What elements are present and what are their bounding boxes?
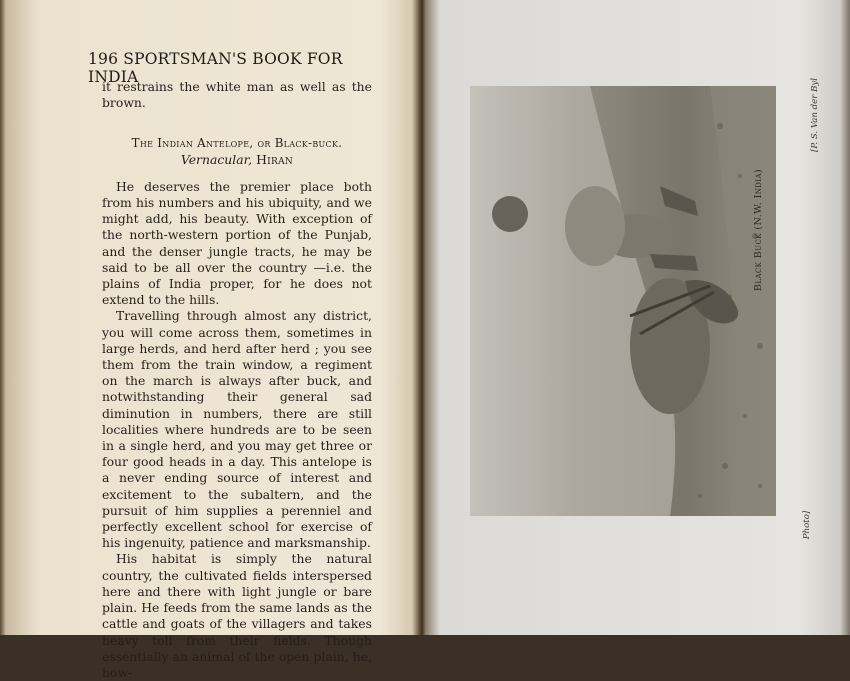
section-title: The Indian Antelope, or Black-buck.	[131, 136, 343, 151]
paragraph: He deserves the premier place both from his numbers and his ubiquity, and we might add, his beauty. With exception of the north-western portion of the Punjab, and the denser jungle tracts, he may be said to be all over the country —i.e. the plains of India proper, for he does not extend to the hills.	[102, 178, 372, 308]
photo-credit-label: Photo]	[802, 510, 813, 540]
plate-caption: Black Buck (N.W. India)	[753, 168, 764, 292]
photo-drawing	[470, 86, 776, 516]
left-page	[0, 0, 418, 680]
photo-credit-name: [P. S. Van der Byl	[810, 77, 821, 153]
blackbuck-photograph	[470, 86, 776, 516]
carry-over-line: it restrains the white man as well as the brown.	[102, 79, 372, 111]
subtitle-name: Hiran	[256, 151, 294, 167]
running-header: 196 SPORTSMAN'S BOOK FOR INDIA	[88, 50, 343, 86]
paragraph: Travelling through almost any district, you will come across them, sometimes in large herds, and herd after herd ; you see them from the train window, a regiment on the march is always after buck, and notwithstanding their general sad diminution in numbers, there are still localities where hundreds are to be seen in a single herd, and you may get three or four good heads in a day. This antelope is a never ending source of interest and excitement to the subaltern, and the pursuit of him supplies a perenniel and perfectly excellent school for exercise of his ingenuity, patience and marksmanship.	[102, 308, 372, 551]
subtitle-label: Vernacular,	[180, 151, 253, 167]
right-page	[423, 0, 850, 635]
section-subtitle	[102, 152, 372, 168]
paragraph: His habitat is simply the natural country, the cultivated fields interspersed here and there with light jungle or bare plain. He feeds from the same lands as the cattle and goats of the villagers and takes heavy toll from their fields. Though essentially an animal of the open plain, he, how-	[102, 551, 372, 680]
page-text	[102, 79, 372, 681]
